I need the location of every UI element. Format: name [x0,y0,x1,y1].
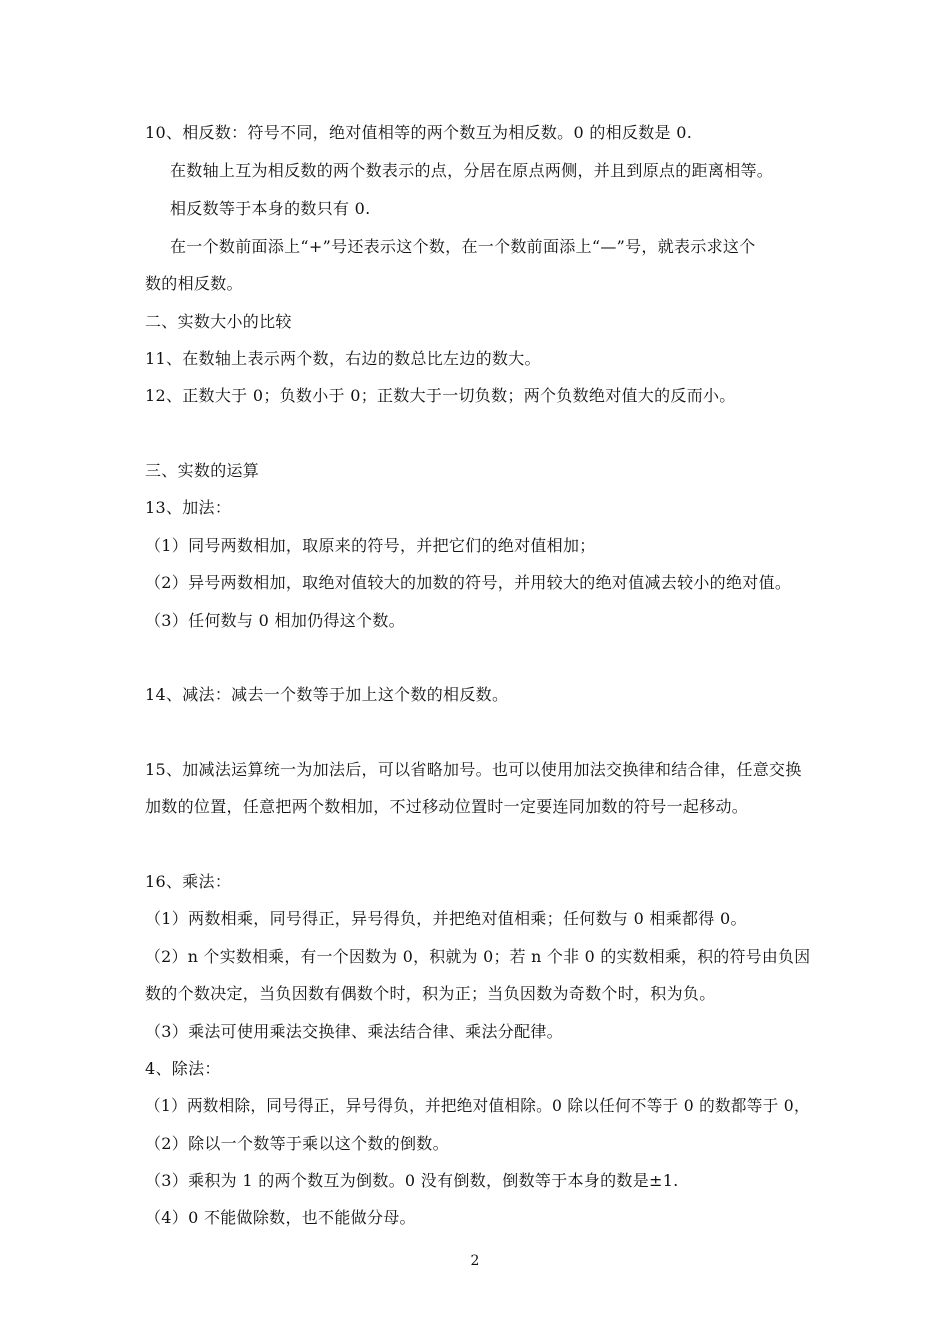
text-line-16-1: （1）两数相乘，同号得正，异号得负，并把绝对值相乘；任何数与 0 相乘都得 0。 [145,909,747,928]
text-line-sign-prefix: 在一个数前面添上“+”号还表示这个数，在一个数前面添上“—”号，就表示求这个 [170,237,756,256]
text-line-15-cont: 加数的位置，任意把两个数相加，不过移动位置时一定要连同加数的符号一起移动。 [145,797,749,816]
text-line-10-opposite: 10、相反数：符号不同，绝对值相等的两个数互为相反数。0 的相反数是 0. [145,123,693,142]
text-line-15: 15、加减法运算统一为加法后，可以省略加号。也可以使用加法交换律和结合律，任意交换 [145,760,802,779]
text-line-16-2: （2）n 个实数相乘，有一个因数为 0，积就为 0；若 n 个非 0 的实数相乘，积的符号由负因 [145,947,811,966]
text-line-opposite-axis: 在数轴上互为相反数的两个数表示的点，分居在原点两侧，并且到原点的距离相等。 [170,161,774,180]
text-line-11: 11、在数轴上表示两个数，右边的数总比左边的数大。 [145,349,541,368]
page-number: 2 [470,1253,480,1269]
text-line-16-3: （3）乘法可使用乘法交换律、乘法结合律、乘法分配律。 [145,1022,563,1041]
text-line-12: 12、正数大于 0；负数小于 0；正数大于一切负数；两个负数绝对值大的反而小。 [145,386,736,405]
section-heading-operations: 三、实数的运算 [145,461,260,480]
text-line-13-1: （1）同号两数相加，取原来的符号，并把它们的绝对值相加； [145,536,596,555]
text-line-div-2: （2）除以一个数等于乘以这个数的倒数。 [145,1134,449,1153]
section-heading-comparison: 二、实数大小的比较 [145,312,292,331]
text-line-div-4: （4）0 不能做除数，也不能做分母。 [145,1208,416,1227]
text-line-4-division: 4、除法： [145,1059,221,1078]
text-line-div-1: （1）两数相除，同号得正，异号得负，并把绝对值相除。0 除以任何不等于 0 的数都等于 0， [145,1096,810,1115]
text-line-16-2-cont: 数的个数决定，当负因数有偶数个时，积为正；当负因数为奇数个时，积为负。 [145,984,716,1003]
text-line-13-addition: 13、加法： [145,498,232,517]
text-line-div-3: （3）乘积为 1 的两个数互为倒数。0 没有倒数，倒数等于本身的数是±1. [145,1171,679,1190]
text-line-14-subtraction: 14、减法：减去一个数等于加上这个数的相反数。 [145,685,509,704]
text-line-13-2: （2）异号两数相加，取绝对值较大的加数的符号，并用较大的绝对值减去较小的绝对值。 [145,573,792,592]
text-line-16-multiplication: 16、乘法： [145,872,232,891]
text-line-13-3: （3）任何数与 0 相加仍得这个数。 [145,611,405,630]
text-line-sign-prefix-cont: 数的相反数。 [145,274,243,293]
text-line-opposite-self: 相反数等于本身的数只有 0. [170,199,371,218]
